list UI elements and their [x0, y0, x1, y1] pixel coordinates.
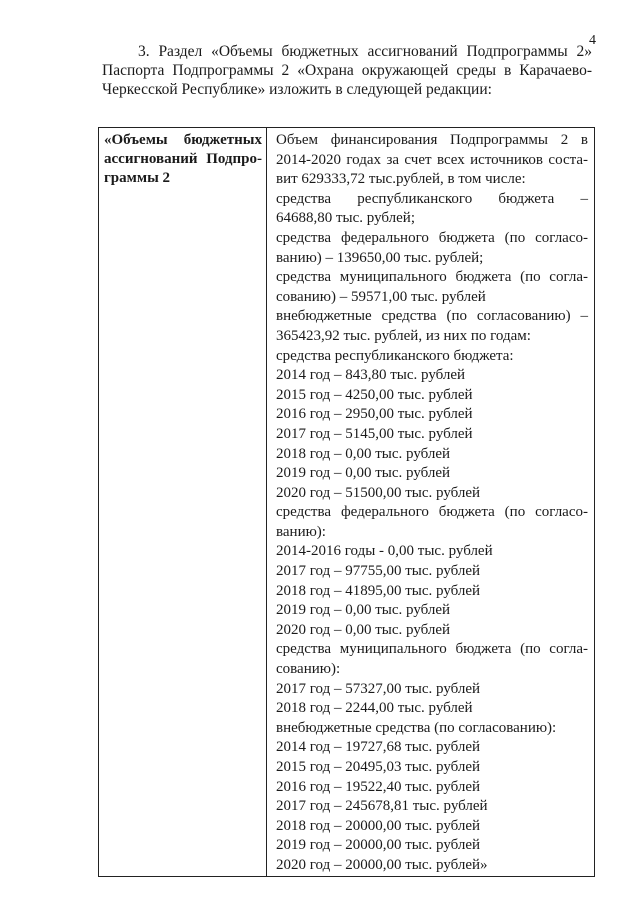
funding-line: 365423,92 тыс. рублей, из них по годам: — [276, 327, 531, 344]
funding-line: 2014-2016 годы - 0,00 тыс. рублей — [276, 543, 493, 560]
funding-line: 2019 год – 20000,00 тыс. рублей — [276, 837, 481, 854]
funding-line: средства республиканского бюджета – — [276, 190, 588, 207]
funding-line: ванию): — [276, 523, 326, 540]
funding-line: 2016 год – 19522,40 тыс. рублей — [276, 778, 481, 795]
funding-line: 2017 год – 5145,00 тыс. рублей — [276, 425, 473, 442]
funding-line: средства федерального бюджета (по согласо- — [276, 504, 588, 521]
funding-line: 2017 год – 245678,81 тыс. рублей — [276, 798, 488, 815]
funding-line: вит 629333,72 тыс.рублей, в том числе: — [276, 171, 526, 188]
funding-line: 2020 год – 20000,00 тыс. рублей» — [276, 856, 488, 873]
funding-line: 64688,80 тыс. рублей; — [276, 210, 415, 227]
budget-allocations-table — [98, 127, 595, 877]
section-title-line: «Объемы бюджетных — [104, 132, 262, 148]
funding-line: ванию) – 139650,00 тыс. рублей; — [276, 249, 484, 266]
table-row — [99, 128, 595, 877]
funding-line: 2014 год – 19727,68 тыс. рублей — [276, 739, 481, 756]
section-title-line: граммы 2 — [104, 170, 171, 186]
intro-line-2: Паспорта Подпрограммы 2 «Охрана окружающей среды в Карачаево- — [102, 62, 592, 79]
funding-line: средства муниципального бюджета (по согла- — [276, 641, 588, 658]
funding-line: 2015 год – 20495,03 тыс. рублей — [276, 759, 481, 775]
section-title-line: ассигнований Подпро- — [104, 151, 262, 167]
intro-line-1: 3. Раздел «Объемы бюджетных ассигнований Подпрограммы 2» — [138, 43, 592, 60]
funding-line: 2016 год – 2950,00 тыс. рублей — [276, 406, 473, 423]
funding-line: средства федерального бюджета (по согласо- — [276, 229, 588, 246]
funding-line: 2020 год – 0,00 тыс. рублей — [276, 621, 451, 638]
funding-line: 2020 год – 51500,00 тыс. рублей — [276, 484, 481, 501]
page-number: 4 — [589, 33, 596, 48]
funding-line: 2017 год – 97755,00 тыс. рублей — [276, 563, 481, 580]
funding-line: 2017 год – 57327,00 тыс. рублей — [276, 680, 481, 697]
funding-line: 2018 год – 20000,00 тыс. рублей — [276, 817, 481, 834]
funding-line: сованию): — [276, 661, 341, 678]
funding-line: 2018 год – 41895,00 тыс. рублей — [276, 582, 481, 599]
funding-line: 2014 год – 843,80 тыс. рублей — [276, 367, 466, 384]
funding-line: сованию) – 59571,00 тыс. рублей — [276, 288, 486, 305]
intro-paragraph — [102, 42, 592, 99]
funding-line: 2019 год – 0,00 тыс. рублей — [276, 465, 451, 482]
intro-line-3: Черкесской Республике» изложить в следующей редакции: — [102, 81, 492, 98]
funding-line: средства республиканского бюджета: — [276, 347, 514, 364]
funding-line: внебюджетные средства (по согласованию) – — [276, 308, 588, 325]
funding-line: 2018 год – 2244,00 тыс. рублей — [276, 700, 473, 717]
funding-line: средства муниципального бюджета (по согла- — [276, 269, 588, 286]
funding-line: 2018 год – 0,00 тыс. рублей — [276, 445, 451, 462]
funding-line: внебюджетные средства (по согласованию): — [276, 719, 557, 736]
funding-line: 2014-2020 годах за счет всех источников соста- — [276, 151, 588, 168]
funding-line: Объем финансирования Подпрограммы 2 в — [276, 132, 588, 148]
funding-line: 2015 год – 4250,00 тыс. рублей — [276, 386, 473, 403]
funding-details-cell — [267, 128, 595, 877]
section-title-cell — [99, 128, 267, 877]
funding-line: 2019 год – 0,00 тыс. рублей — [276, 602, 451, 619]
